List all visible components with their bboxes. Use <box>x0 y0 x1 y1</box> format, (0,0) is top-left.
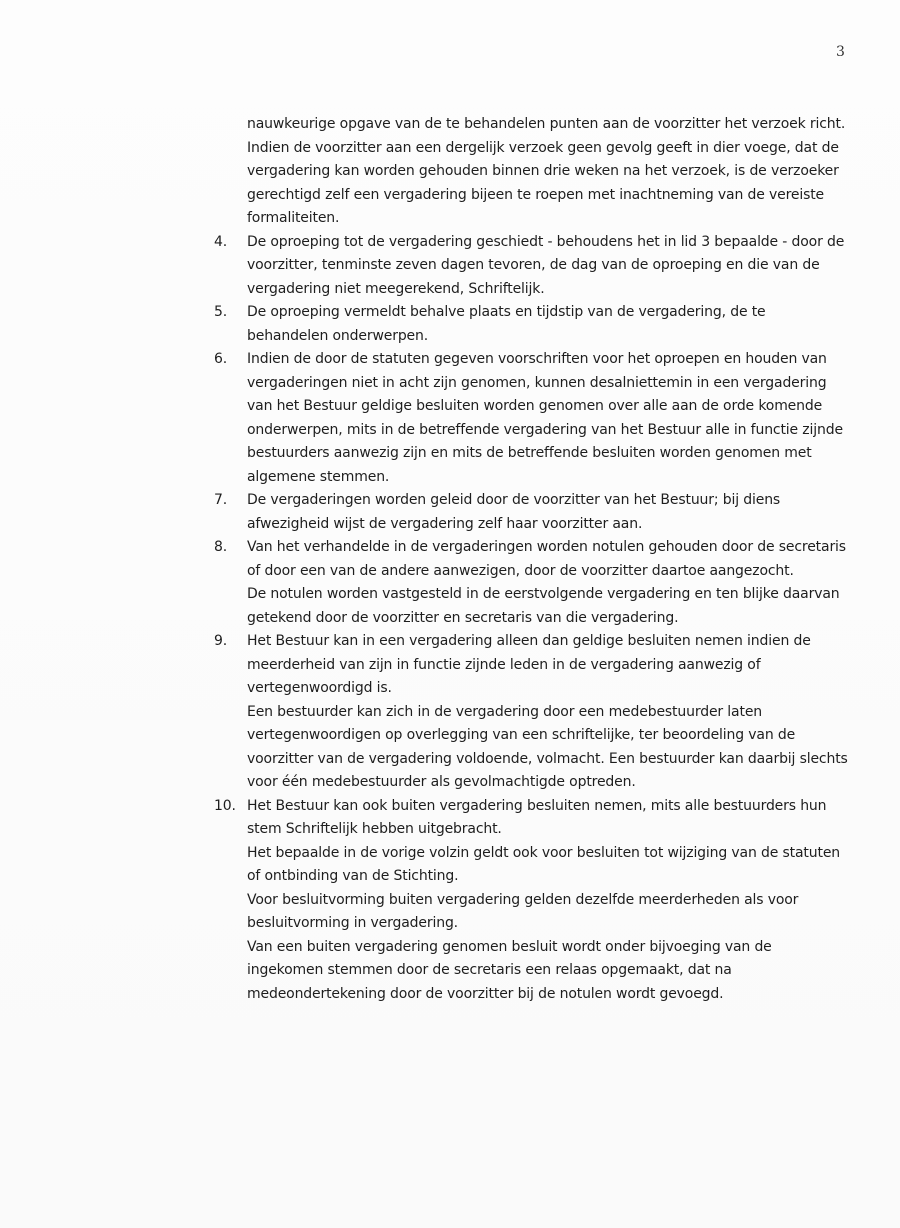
item-paragraph: De oproeping vermeldt behalve plaats en tijdstip van de vergadering, de te behandelen onderwerpen. <box>247 304 766 344</box>
item-number: 5. <box>214 304 228 320</box>
item-paragraph: Voor besluitvorming buiten vergadering gelden dezelfde meerderheden als voor besluitvorming in vergadering. <box>247 891 799 931</box>
item-number: 4. <box>214 233 228 250</box>
item-paragraph: Het bepaalde in de vorige volzin geldt ook voor besluiten tot wijziging van de statuten of ontbinding van de Stichting. <box>247 844 841 884</box>
item-paragraph: Van een buiten vergadering genomen besluit wordt onder bijvoeging van de ingekomen stemmen door de secretaris een relaas opgemaakt, dat na medeondertekening door de voorzitter bij de notulen wordt gevoegd. <box>247 938 772 1002</box>
item-paragraph: De vergaderingen worden geleid door de voorzitter van het Bestuur; bij diens afwezigheid wijst de vergadering zelf haar voorzitter aan. <box>247 492 781 532</box>
document-body <box>210 113 850 1006</box>
item-number: 8. <box>214 539 228 555</box>
article-item-6 <box>210 348 850 489</box>
article-item-9 <box>210 630 850 795</box>
item-number: 10. <box>214 797 236 814</box>
item-number: 7. <box>214 492 228 508</box>
item-paragraph: De notulen worden vastgesteld in de eerstvolgende vergadering en ten blijke daarvan getekend door de voorzitter en secretaris van die vergadering. <box>247 586 840 626</box>
article-item-4 <box>210 231 850 302</box>
item-paragraph: Het Bestuur kan in een vergadering alleen dan geldige besluiten nemen indien de meerderheid van zijn in functie zijnde leden in de vergadering aanwezig of vertegenwoordigd is. <box>247 633 811 696</box>
article-item-10 <box>210 795 850 1007</box>
lead-in-paragraph: nauwkeurige opgave van de te behandelen punten aan de voorzitter het verzoek richt. <box>247 116 846 132</box>
item-paragraph: Van het verhandelde in de vergaderingen worden notulen gehouden door de secretaris of door een van de andere aanwezigen, door de voorzitter daartoe aangezocht. <box>247 539 846 579</box>
article-item-7 <box>210 489 850 536</box>
lead-in-paragraph: Indien de voorzitter aan een dergelijk verzoek geen gevolg geeft in dier voege, dat de vergadering kan worden gehouden binnen drie weken na het verzoek, is de verzoeker gerechtigd zelf een vergadering bijeen te roepen met inachtneming van de vereiste formaliteiten. <box>247 139 839 226</box>
article-item-5 <box>210 301 850 348</box>
item-paragraph: De oproeping tot de vergadering geschiedt - behoudens het in lid 3 bepaalde - door de voorzitter, tenminste zeven dagen tevoren, de dag van de oproeping en die van de vergadering niet meegerekend, Schriftelijk. <box>247 233 845 297</box>
item-number: 9. <box>214 633 228 649</box>
item-paragraph: Indien de door de statuten gegeven voorschriften voor het oproepen en houden van vergaderingen niet in acht zijn genomen, kunnen desalniettemin in een vergadering van het Bestuur geldige besluiten worden genomen over alle aan de orde komende onderwerpen, mits in de betreffende vergadering van het Bestuur alle in functie zijnde bestuurders aanwezig zijn en mits de betreffende besluiten worden genomen met algemene stemmen. <box>247 351 843 485</box>
page-number: 3 <box>836 44 845 60</box>
item-paragraph: Het Bestuur kan ook buiten vergadering besluiten nemen, mits alle bestuurders hun stem Schriftelijk hebben uitgebracht. <box>247 797 827 837</box>
article-item-8 <box>210 536 850 630</box>
item-paragraph: Een bestuurder kan zich in de vergadering door een medebestuurder laten vertegenwoordigen op overlegging van een schriftelijke, ter beoordeling van de voorzitter van de vergadering voldoende, volmacht. Een bestuurder kan daarbij slechts voor één medebestuurder als gevolmachtigde optreden. <box>247 703 848 790</box>
item-number: 6. <box>214 351 228 367</box>
